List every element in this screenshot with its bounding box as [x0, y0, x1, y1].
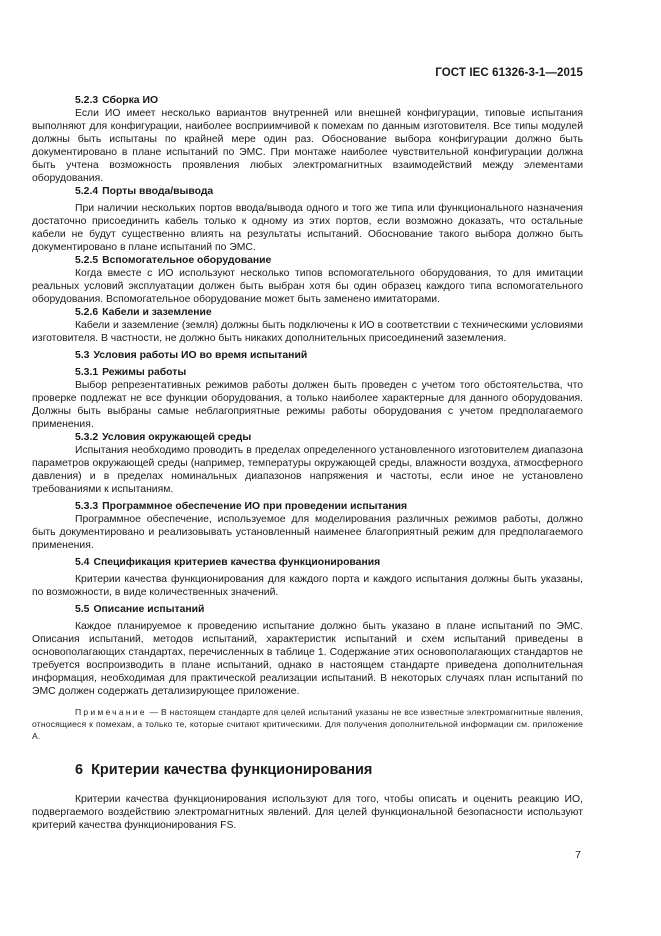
note-paragraph: [32, 706, 583, 742]
heading-6: 6 Критерии качества функционирования: [75, 762, 373, 778]
paragraph-5-2-3: Если ИО имеет несколько вариантов внутренней или внешней конфигурации, типовые испытания выполняют для конфигурации, наиболее восприимчивой к помехам по данным изготовителя. Все типы модулей должны быть испытаны по крайней мере один раз. Обоснование выбора конфигурации должно быть документировано в плане испытаний по ЭМС. При монтаже наиболее чувствительной конфигурации должна быть учтена возможность проявления любых электромагнитных взаимодействий между элементами оборудования.: [32, 108, 583, 184]
paragraph-5-2-4: При наличии нескольких портов ввода/вывода одного и того же типа или функционального назначения достаточно присоединить кабель только к одному из этих портов, если возможно доказать, что остальные кабели не будут существенно влиять на результаты испытаний. Обоснование такого выбора должно быть документировано в плане испытаний по ЭМС.: [32, 203, 583, 253]
spacer: [32, 742, 583, 764]
paragraph-5-2-5: Когда вместе с ИО используют несколько типов вспомогательного оборудования, то для имитации реальных условий эксплуатации должен быть выбран хотя бы один образец каждого типа вспомогательного оборудования. Вспомогательное оборудование может быть заменено имитаторами.: [32, 268, 583, 305]
paragraph-5-3-2: Испытания необходимо проводить в пределах определенного установленного изготовителем диапазона параметров окружающей среды (например, температуры окружающей среды, влажности воздуха, атмосферного давления) и в пределах номинальных диапазонов напряжения и частоты, если иное не установлено требованиями к испытаниям.: [32, 445, 583, 495]
heading-5-2-3: 5.2.3 Сборка ИО: [75, 95, 159, 106]
document-body: [32, 94, 583, 832]
heading-5-3: 5.3 Условия работы ИО во время испытаний: [75, 350, 308, 361]
heading-5-3-3: 5.3.3 Программное обеспечение ИО при проведении испытания: [75, 501, 408, 512]
paragraph-5-3-3: Программное обеспечение, используемое для моделирования различных режимов работы, должно быть документировано и реализовывать установленный наименее благоприятный режим для предполагаемого применения.: [32, 514, 583, 551]
note-text: — В настоящем стандарте для целей испытаний указаны не все известные электромагнитные явления, относящиеся к помехам, а только те, которые считают критическими. Для получения дополнительной информации см. приложение А.: [32, 707, 583, 741]
heading-5-2-6: 5.2.6 Кабели и заземление: [75, 307, 212, 318]
note-label: Примечание: [75, 707, 147, 717]
paragraph-6: Критерии качества функционирования используют для того, чтобы описать и оценить реакцию ИО, подвергаемого воздействию электромагнитных явлений. Для целей функциональной безопасности используют критерий качества функционирования FS.: [32, 794, 583, 831]
paragraph-5-3-1: Выбор репрезентативных режимов работы должен быть проведен с учетом того обстоятельства, что проверке подлежат не все функции оборудования, а только наиболее характерные для данного оборудования. Должны быть выбраны самые неблагоприятные режимы работы оборудования с учетом предполагаемого применения.: [32, 380, 583, 430]
heading-5-2-4: 5.2.4 Порты ввода/вывода: [75, 186, 214, 197]
heading-5-2-5: 5.2.5 Вспомогательное оборудование: [75, 255, 272, 266]
heading-5-5: 5.5 Описание испытаний: [75, 604, 205, 615]
page-number: 7: [575, 849, 581, 861]
document-code-header: ГОСТ IEC 61326-3-1—2015: [435, 67, 583, 79]
spacer: [32, 777, 583, 793]
heading-5-3-1: 5.3.1 Режимы работы: [75, 367, 187, 378]
paragraph-5-5: Каждое планируемое к проведению испытание должно быть указано в плане испытаний по ЭМС. Описания испытаний, методов испытаний, характеристик испытаний и схем испытаний приведены в основополагающих стандартах, перечисленных в таблице 1. Содержание этих основополагающих стандартов не требуется воспроизводить в плане испытаний, однако в настоящем стандарте приведена дополнительная информация, необходимая для практической реализации испытаний. В некоторых случаях план испытаний по ЭМС должен содержать детализирующее приложение.: [32, 621, 583, 697]
paragraph-5-4: Критерии качества функционирования для каждого порта и каждого испытания должны быть указаны, по возможности, в виде количественных значений.: [32, 574, 583, 598]
heading-5-4: 5.4 Спецификация критериев качества функционирования: [75, 557, 381, 568]
heading-5-3-2: 5.3.2 Условия окружающей среды: [75, 432, 252, 443]
paragraph-5-2-6: Кабели и заземление (земля) должны быть подключены к ИО в соответствии с техническими условиями изготовителя. В частности, не должно быть никаких дополнительных присоединений заземления.: [32, 320, 583, 344]
